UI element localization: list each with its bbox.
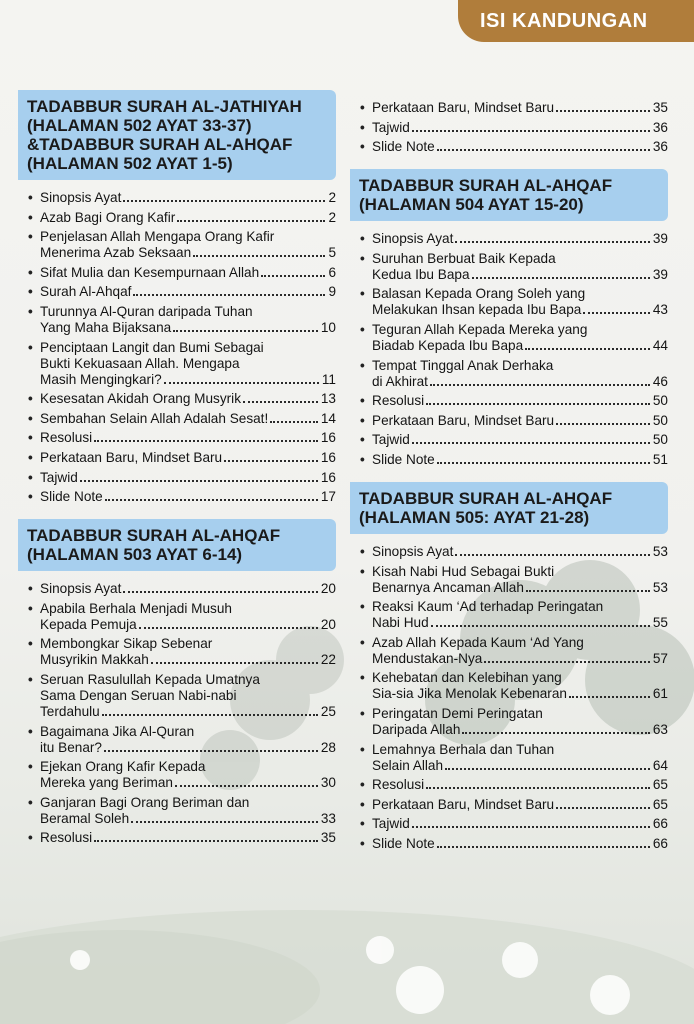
toc-entry [28,450,336,466]
toc-entry [360,100,668,116]
dot-leader [104,750,318,752]
entry-line [372,599,668,615]
toc-entry [360,670,668,702]
dot-leader [472,277,650,279]
page-number: 33 [320,810,336,826]
entry-title: Bukti Kekuasaan Allah. Mengapa [40,355,240,371]
entry-line [40,636,336,652]
page-number: 16 [320,430,336,446]
entry-title: Terdahulu [40,703,100,719]
toc-entry [360,797,668,813]
page-number: 65 [652,777,668,793]
toc-entry [28,210,336,226]
page-number: 28 [320,739,336,755]
toc-entry [28,470,336,486]
entry-line [372,231,668,247]
section-tab [458,0,694,42]
toc-entry [360,231,668,247]
toc-entry [360,599,668,631]
page-number: 65 [652,796,668,812]
tab-title: ISI KANDUNGAN [480,9,648,32]
toc-section [18,90,336,505]
entry-title: • Perkataan Baru, Mindset Baru [40,449,223,465]
page-number: 35 [652,100,668,115]
toc-entry [28,265,336,281]
dot-leader [437,462,650,464]
dot-leader [173,330,318,332]
entry-line [40,775,336,791]
heading-line: (HALAMAN 502 AYAT 33-37) [27,116,252,135]
entry-line [372,544,668,560]
toc-entry [360,413,668,429]
toc-entry [360,836,668,852]
dot-leader [94,440,318,442]
toc-entry [360,432,668,448]
entry-line [40,372,336,388]
entry-title: Penciptaan Langit dan Bumi Sebagai [40,339,264,355]
dot-leader [426,403,650,405]
entry-line [372,777,668,793]
heading-line: TADABBUR SURAH AL-AHQAF [359,176,613,196]
entry-title: • Slide Note [372,835,435,851]
dot-leader [270,421,318,423]
entry-line [372,322,668,338]
toc-entry [28,724,336,756]
entry-line [40,284,336,300]
page-number: 25 [320,703,336,719]
dot-leader [105,499,318,501]
toc-entry [28,340,336,388]
page-number: 16 [320,449,336,465]
entry-title: • Tajwid [372,432,410,448]
dot-leader [123,200,325,202]
entry-title: Beramal Soleh [40,810,130,826]
entry-line [372,564,668,580]
entry-line [372,836,668,852]
dot-leader [94,840,318,842]
entry-list [350,100,668,155]
entry-line [372,302,668,318]
entry-line [40,795,336,811]
entry-title: Ganjaran Bagi Orang Beriman dan [40,794,250,810]
right-column [350,100,668,866]
dot-leader [556,110,650,112]
entry-title: Menerima Azab Seksaan [40,245,192,261]
dot-leader [426,787,650,789]
entry-title: Sama Dengan Seruan Nabi-nabi [40,687,237,703]
page-number: 64 [652,757,668,773]
entry-title: Membongkar Sikap Sebenar [40,636,213,652]
entry-line [372,797,668,813]
entry-line [372,452,668,468]
entry-line [40,811,336,827]
toc-entry [28,601,336,633]
entry-line [40,601,336,617]
entry-line [40,210,336,226]
toc-entry [360,544,668,560]
page-number: 6 [328,264,336,280]
entry-title: • Slide Note [372,451,435,467]
dot-leader [123,591,318,593]
entry-title: • Slide Note [372,139,435,155]
entry-line [40,245,336,261]
entry-line [372,393,668,409]
page-number: 50 [652,412,668,428]
toc-entry [28,430,336,446]
entry-title: • Sinopsis Ayat [372,231,454,247]
entry-line [40,759,336,775]
page-number: 46 [652,373,668,389]
entry-title: Mendustakan-Nya [372,650,483,666]
entry-title: • Perkataan Baru, Mindset Baru [372,100,555,115]
entry-line [40,340,336,356]
toc-entry [360,706,668,738]
page-number: 55 [652,615,668,631]
entry-title: Selain Allah [372,757,444,773]
dot-leader [462,732,649,734]
dot-leader [455,554,650,556]
dot-leader [569,696,650,698]
entry-line [40,724,336,740]
entry-line [40,470,336,486]
entry-line [40,411,336,427]
page-number: 63 [652,721,668,737]
entry-title: Kisah Nabi Hud Sebagai Bukti [372,563,555,579]
page-number: 50 [652,432,668,448]
page-number: 43 [652,302,668,318]
heading-line: TADABBUR SURAH AL-AHQAF [359,488,613,508]
page-number: 53 [652,579,668,595]
entry-title: Melakukan Ihsan kepada Ibu Bapa [372,302,582,318]
heading-line: (HALAMAN 503 AYAT 6-14) [27,545,243,565]
dot-leader [80,480,318,482]
heading-line: TADABBUR SURAH AL-JATHIYAH [27,97,302,116]
entry-title: Azab Allah Kepada Kaum ‘Ad Yang [372,634,584,650]
toc-entry [28,636,336,668]
entry-title: Teguran Allah Kepada Mereka yang [372,321,588,337]
toc-entry [360,139,668,155]
heading-line: (HALAMAN 502 AYAT 1-5) [27,154,233,173]
toc-entry [360,452,668,468]
toc-entry [360,635,668,667]
entry-line [372,580,668,596]
section-heading [350,169,668,221]
toc-entry [28,284,336,300]
page-number: 13 [320,391,336,407]
entry-line [372,358,668,374]
entry-title: Yang Maha Bijaksana [40,319,172,335]
dot-leader [131,821,318,823]
page-number: 51 [652,451,668,467]
entry-title: Turunnya Al-Quran daripada Tuhan [40,303,253,319]
toc-entry [360,322,668,354]
section-heading [18,90,336,180]
entry-title: • Resolusi [40,830,93,846]
entry-line [40,652,336,668]
entry-title: • Tajwid [40,469,78,485]
entry-title: Reaksi Kaum ‘Ad terhadap Peringatan [372,599,604,615]
page-number: 53 [652,543,668,559]
entry-title: • Azab Bagi Orang Kafir [40,209,176,225]
entry-line [40,489,336,505]
toc-entry [360,816,668,832]
page-number: 36 [652,139,668,155]
entry-title: • Kesesatan Akidah Orang Musyrik [40,391,241,407]
entry-title: Suruhan Berbuat Baik Kepada [372,250,556,266]
dot-leader [139,627,318,629]
dot-leader [556,807,650,809]
toc-entry [360,120,668,136]
dot-leader [412,442,650,444]
dot-leader [445,768,650,770]
toc-entry [360,777,668,793]
entry-title: Balasan Kepada Orang Soleh yang [372,286,586,302]
toc-entry [28,672,336,720]
dot-leader [133,294,325,296]
entry-line [372,286,668,302]
heading-line: &TADABBUR SURAH AL-AHQAF [27,135,293,154]
entry-list [350,544,668,852]
entry-title: • Sembahan Selain Allah Adalah Sesat! [40,410,269,426]
toc-entry [28,229,336,261]
entry-line [372,686,668,702]
toc-entry [28,759,336,791]
dot-leader [583,312,650,314]
entry-title: • Resolusi [40,430,93,446]
toc-entry [28,304,336,336]
entry-line [40,830,336,846]
page-number: 61 [652,686,668,702]
entry-line [40,430,336,446]
entry-line [372,758,668,774]
entry-line [40,450,336,466]
dot-leader [430,384,650,386]
entry-line [372,670,668,686]
toc-section [350,169,668,468]
heading-line: (HALAMAN 504 AYAT 15-20) [359,195,584,215]
toc-entry [28,830,336,846]
page-number: 39 [652,231,668,247]
entry-title: Kedua Ibu Bapa [372,266,470,282]
entry-line [372,432,668,448]
left-column [18,90,336,860]
toc-entry [28,391,336,407]
entry-line [372,635,668,651]
page-number: 30 [320,775,336,791]
entry-line [40,304,336,320]
entry-title: • Tajwid [372,119,410,135]
page-number: 20 [320,616,336,632]
toc-entry [360,564,668,596]
entry-line [372,139,668,155]
entry-line [372,251,668,267]
page-number: 57 [652,650,668,666]
entry-title: Bagaimana Jika Al-Quran [40,723,195,739]
page-number: 66 [652,835,668,851]
toc-entry [28,190,336,206]
entry-title: • Sifat Mulia dan Kesempurnaan Allah [40,264,260,280]
entry-title: Sia-sia Jika Menolak Kebenaran [372,686,567,702]
dot-leader [525,348,650,350]
entry-title: • Sinopsis Ayat [40,581,122,597]
entry-title: • Sinopsis Ayat [40,190,122,205]
page-number: 20 [320,581,336,597]
entry-title: di Akhirat [372,373,428,389]
entry-title: Apabila Berhala Menjadi Musuh [40,600,232,616]
page-number: 17 [320,489,336,505]
entry-line [372,374,668,390]
entry-title: Penjelasan Allah Mengapa Orang Kafir [40,229,275,245]
entry-line [40,320,336,336]
toc-entry [360,393,668,409]
entry-title: Kepada Pemuja [40,616,137,632]
entry-line [372,742,668,758]
toc-entry [360,358,668,390]
entry-title: • Resolusi [372,777,425,793]
entry-line [372,100,668,116]
entry-line [372,120,668,136]
page-number: 11 [321,371,336,387]
toc-entry [28,795,336,827]
toc-entry [28,411,336,427]
entry-title: • Sinopsis Ayat [372,543,454,559]
entry-line [40,688,336,704]
entry-list [350,231,668,468]
section-heading [18,519,336,571]
entry-title: Benarnya Ancaman Allah [372,579,524,595]
page-number: 2 [328,190,336,205]
toc-entry [28,489,336,505]
entry-title: Biadab Kepada Ibu Bapa [372,337,524,353]
toc-entry [360,286,668,318]
dot-leader [431,625,650,627]
toc-section [350,482,668,852]
entry-title: Lemahnya Berhala dan Tuhan [372,741,555,757]
dot-leader [193,255,325,257]
entry-title: • Perkataan Baru, Mindset Baru [372,796,555,812]
entry-line [372,816,668,832]
dot-leader [102,714,318,716]
page-number: 66 [652,816,668,832]
entry-list [18,581,336,846]
page-number: 50 [652,393,668,409]
page-number: 35 [320,830,336,846]
entry-line [40,391,336,407]
entry-title: • Tajwid [372,816,410,832]
entry-title: • Slide Note [40,489,103,505]
dot-leader [455,241,650,243]
entry-line [40,229,336,245]
entry-title: Tempat Tinggal Anak Derhaka [372,357,554,373]
page-number: 22 [320,652,336,668]
entry-line [372,651,668,667]
entry-line [372,615,668,631]
page-number: 36 [652,119,668,135]
entry-line [40,265,336,281]
entry-line [372,706,668,722]
page-number: 44 [652,337,668,353]
dot-leader [412,826,650,828]
heading-line: (HALAMAN 505: AYAT 21-28) [359,507,590,527]
entry-title: • Resolusi [372,393,425,409]
entry-line [372,413,668,429]
dot-leader [224,460,318,462]
entry-line [40,581,336,597]
entry-title: Seruan Rasulullah Kepada Umatnya [40,671,260,687]
heading-line: TADABBUR SURAH AL-AHQAF [27,526,281,546]
dot-leader [437,149,650,151]
entry-title: Daripada Allah [372,721,461,737]
entry-line [40,356,336,372]
dot-leader [175,785,318,787]
entry-line [40,672,336,688]
entry-line [40,704,336,720]
entry-line [372,338,668,354]
entry-title: Ejekan Orang Kafir Kepada [40,759,206,775]
entry-line [372,267,668,283]
entry-title: Mereka yang Beriman [40,775,173,791]
dot-leader [243,401,318,403]
dot-leader [526,590,650,592]
entry-line [40,190,336,206]
page-number: 9 [328,284,336,300]
dot-leader [151,662,318,664]
entry-line [372,722,668,738]
toc-entry [360,742,668,774]
continued-entries [350,100,668,155]
page-number: 5 [328,245,336,261]
toc-entry [360,251,668,283]
entry-title: • Surah Al-Ahqaf [40,284,132,300]
entry-list [18,190,336,505]
page-number: 16 [320,469,336,485]
dot-leader [177,220,325,222]
section-heading [350,482,668,534]
entry-title: Peringatan Demi Peringatan [372,705,543,721]
dot-leader [484,661,650,663]
dot-leader [412,130,650,132]
dot-leader [437,846,650,848]
page-number: 10 [320,319,336,335]
page-number: 39 [652,266,668,282]
entry-title: Nabi Hud [372,615,429,631]
page-number: 2 [328,209,336,225]
toc-entry [28,581,336,597]
entry-line [40,740,336,756]
entry-line [40,617,336,633]
entry-title: Musyrikin Makkah [40,652,149,668]
toc-section [18,519,336,846]
entry-title: Masih Mengingkari? [40,371,162,387]
dot-leader [261,275,325,277]
entry-title: • Perkataan Baru, Mindset Baru [372,412,555,428]
entry-title: Kehebatan dan Kelebihan yang [372,670,562,686]
entry-title: itu Benar? [40,739,102,755]
dot-leader [556,423,650,425]
dot-leader [164,382,319,384]
page-number: 14 [320,410,336,426]
